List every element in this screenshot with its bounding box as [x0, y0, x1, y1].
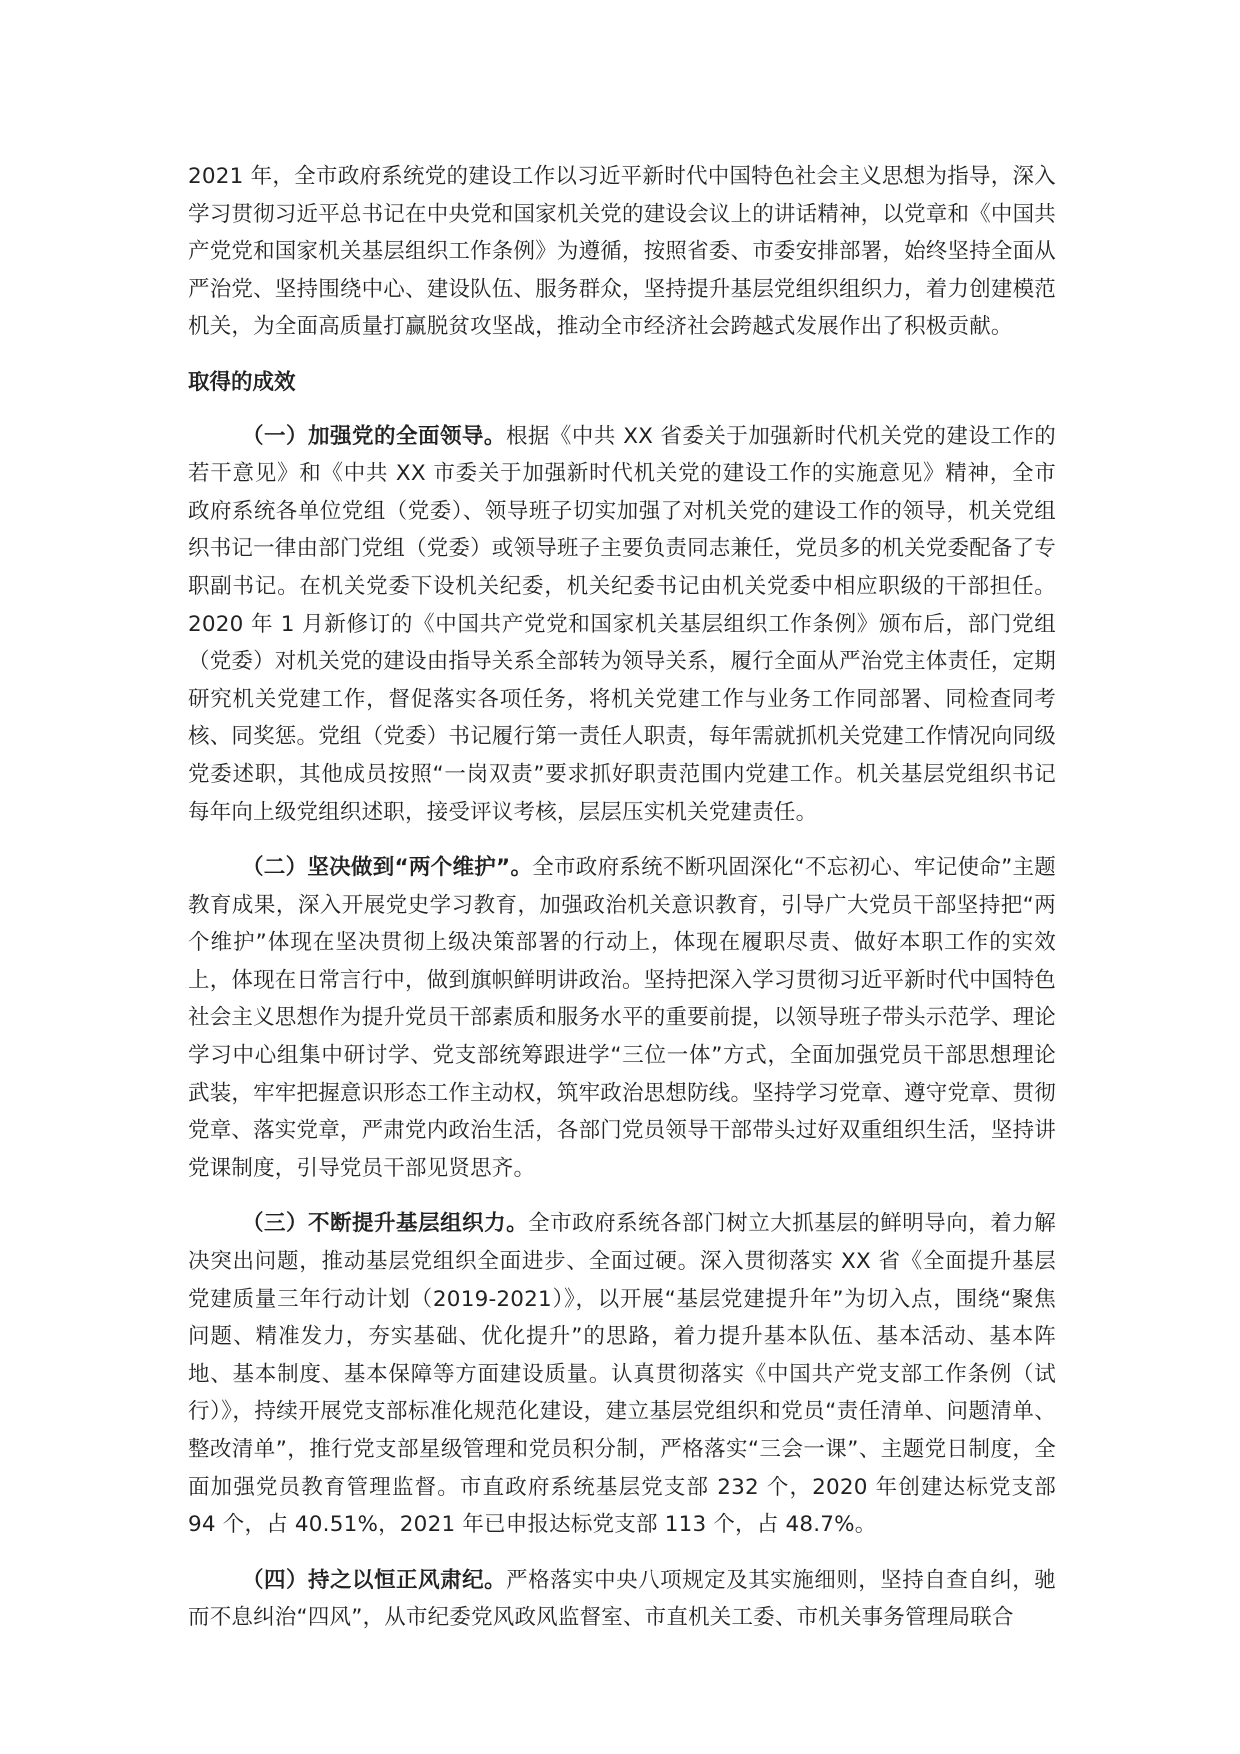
document-page — [188, 158, 1056, 1655]
intro-paragraph: 2021 年，全市政府系统党的建设工作以习近平新时代中国特色社会主义思想为指导，深入学习贯彻习近平总书记在中央党和国家机关党的建设会议上的讲话精神，以党章和《中国共产党党和国家机关基层组织工作条例》为遵循，按照省委、市委安排部署，始终坚持全面从严治党、坚持围绕中心、建设队伍、服务群众，坚持提升基层党组织组织力，着力创建模范机关，为全面高质量打赢脱贫攻坚战，推动全市经济社会跨越式发展作出了积极贡献。 — [188, 164, 1057, 340]
item-body-1: 根据《中共 XX 省委关于加强新时代机关党的建设工作的若干意见》和《中共 XX 市委关于加强新时代机关党的建设工作的实施意见》精神，全市政府系统各单位党组（党委）、领导班子切实加强了对机关党的建设工作的领导，机关党组织书记一律由部门党组（党委）或领导班子主要负责同志兼任，党员多的机关党委配备了专职副书记。在机关党委下设机关纪委，机关纪委书记由机关党委中相应职级的干部担任。2020 年 1 月新修订的《中国共产党党和国家机关基层组织工作条例》颁布后，部门党组（党委）对机关党的建设由指导关系全部转为领导关系，履行全面从严治党主体责任，定期研究机关党建工作，督促落实各项任务，将机关党建工作与业务工作同部署、同检查同考核、同奖惩。党组（党委）书记履行第一责任人职责，每年需就抓机关党建工作情况向同级党委述职，其他成员按照“一岗双责”要求抓好职责范围内党建工作。机关基层党组织书记每年向上级党组织述职，接受评议考核，层层压实机关党建责任。 — [188, 423, 1057, 825]
item-body-3: 全市政府系统各部门树立大抓基层的鲜明导向，着力解决突出问题，推动基层党组织全面进步、全面过硬。深入贯彻落实 XX 省《全面提升基层党建质量三年行动计划（2019-2021）》，以开展“基层党建提升年”为切入点，围绕“聚焦问题、精准发力，夯实基础、优化提升”的思路，着力提升基本队伍、基本活动、基本阵地、基本制度、基本保障等方面建设质量。认真贯彻落实《中国共产党支部工作条例（试行）》，持续开展党支部标准化规范化建设，建立基层党组织和党员“责任清单、问题清单、整改清单”，推行党支部星级管理和党员积分制，严格落实“三会一课”、主题党日制度，全面加强党员教育管理监督。市直政府系统基层党支部 232 个，2020 年创建达标党支部 94 个，占 40.51%，2021 年已申报达标党支部 113 个，占 48.7%。 — [188, 1211, 1056, 1538]
item-lead-4: （四）持之以恒正风肃纪。 — [242, 1567, 507, 1593]
item-lead-2: （二）坚决做到“两个维护”。 — [242, 855, 533, 881]
item-lead-1: （一）加强党的全面领导。 — [242, 423, 506, 449]
item-paragraph-2 — [188, 849, 1056, 1187]
item-paragraph-1 — [188, 418, 1056, 832]
item-paragraph-3 — [188, 1205, 1056, 1543]
item-lead-3: （三）不断提升基层组织力。 — [242, 1211, 529, 1237]
item-body-4: 严格落实中央八项规定及其实施细则，坚持自查自纠，驰而不息纠治“四风”，从市纪委党风政风监督室、市直机关工委、市机关事务管理局联合 — [188, 1567, 1056, 1631]
section-heading: 取得的成效 — [188, 369, 296, 395]
item-body-2: 全市政府系统不断巩固深化“不忘初心、牢记使命”主题教育成果，深入开展党史学习教育，加强政治机关意识教育，引导广大党员干部坚持把“两个维护”体现在坚决贯彻上级决策部署的行动上，体现在履职尽责、做好本职工作的实效上，体现在日常言行中，做到旗帜鲜明讲政治。坚持把深入学习贯彻习近平新时代中国特色社会主义思想作为提升党员干部素质和服务水平的重要前提，以领导班子带头示范学、理论学习中心组集中研讨学、党支部统筹跟进学“三位一体”方式，全面加强党员干部思想理论武装，牢牢把握意识形态工作主动权，筑牢政治思想防线。坚持学习党章、遵守党章、贯彻党章、落实党章，严肃党内政治生活，各部门党员领导干部带头过好双重组织生活，坚持讲党课制度，引导党员干部见贤思齐。 — [188, 855, 1057, 1181]
item-paragraph-4 — [188, 1562, 1056, 1637]
